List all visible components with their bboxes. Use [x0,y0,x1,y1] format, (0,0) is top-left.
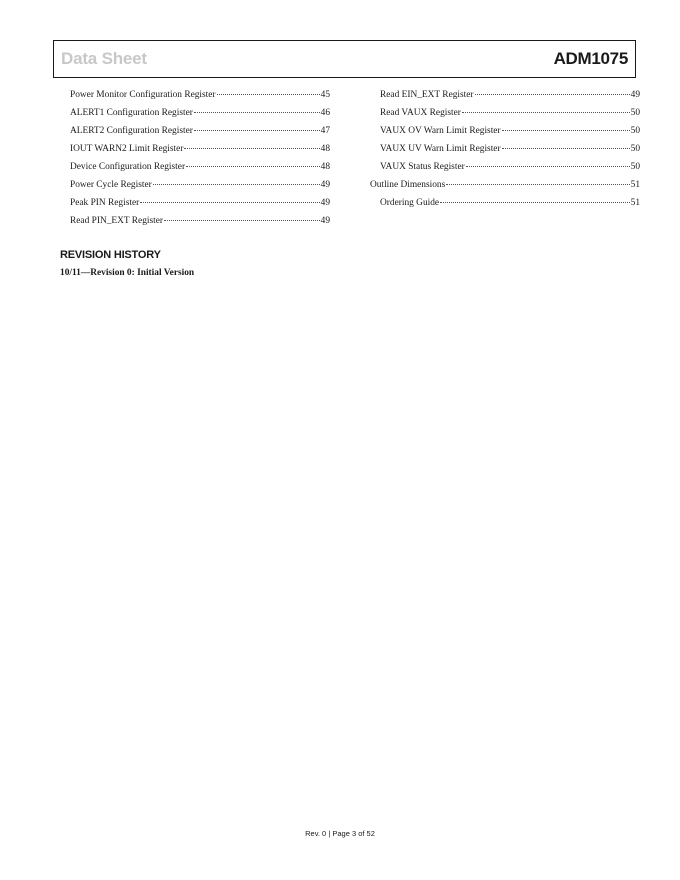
toc-entry-title: Peak PIN Register [70,198,140,208]
toc-right-column [370,86,640,212]
toc-entry-page: 49 [320,216,330,226]
toc-entry[interactable] [60,158,330,176]
toc-entry-title: VAUX UV Warn Limit Register [380,144,501,154]
toc-dot-leader [184,148,319,149]
toc-dot-leader [153,184,320,185]
toc-entry-page: 47 [320,126,330,136]
toc-entry[interactable] [60,104,330,122]
toc-entry[interactable] [370,176,640,194]
toc-entry[interactable] [60,212,330,230]
toc-entry[interactable] [370,194,640,212]
toc-entry[interactable] [370,158,640,176]
toc-dot-leader [475,94,630,95]
revision-history-heading: REVISION HISTORY [60,249,161,261]
toc-entry-title: Read EIN_EXT Register [380,90,474,100]
toc-entry[interactable] [370,104,640,122]
page-footer: Rev. 0 | Page 3 of 52 [305,829,375,838]
toc-dot-leader [140,202,319,203]
toc-dot-leader [194,130,320,131]
toc-entry-title: Ordering Guide [380,198,440,208]
toc-entry-page: 51 [630,198,640,208]
revision-history-entry: 10/11—Revision 0: Initial Version [60,268,195,278]
toc-entry-page: 49 [630,90,640,100]
toc-dot-leader [446,184,629,185]
toc-entry-page: 50 [630,126,640,136]
toc-entry-title: Power Monitor Configuration Register [70,90,216,100]
toc-entry-page: 49 [320,198,330,208]
toc-entry[interactable] [60,140,330,158]
toc-dot-leader [217,94,320,95]
toc-entry[interactable] [370,122,640,140]
toc-entry[interactable] [60,86,330,104]
toc-entry[interactable] [60,176,330,194]
toc-entry-title: Read VAUX Register [380,108,461,118]
toc-entry-title: Read PIN_EXT Register [70,216,164,226]
header-doc-type: Data Sheet [61,49,147,68]
toc-entry-title: IOUT WARN2 Limit Register [70,144,184,154]
toc-dot-leader [194,112,320,113]
toc-dot-leader [466,166,630,167]
toc-entry-title: VAUX Status Register [380,162,465,172]
toc-entry-page: 49 [320,180,330,190]
toc-entry-title: ALERT2 Configuration Register [70,126,193,136]
toc-entry[interactable] [370,86,640,104]
toc-dot-leader [502,130,630,131]
toc-left-column [60,86,330,230]
toc-entry-page: 50 [630,144,640,154]
page-header [53,40,636,78]
toc-entry[interactable] [370,140,640,158]
toc-entry-page: 51 [630,180,640,190]
header-part-number: ADM1075 [553,49,628,68]
toc-entry-page: 46 [320,108,330,118]
toc-entry[interactable] [60,194,330,212]
toc-entry-title: Device Configuration Register [70,162,186,172]
toc-dot-leader [186,166,320,167]
toc-dot-leader [502,148,630,149]
toc-entry-page: 48 [320,144,330,154]
toc-dot-leader [440,202,630,203]
toc-dot-leader [164,220,320,221]
toc-entry-title: Power Cycle Register [70,180,152,190]
toc-entry-title: VAUX OV Warn Limit Register [380,126,501,136]
toc-entry-page: 45 [320,90,330,100]
toc-entry-title: ALERT1 Configuration Register [70,108,193,118]
toc-entry-title: Outline Dimensions [370,180,446,190]
toc-entry[interactable] [60,122,330,140]
toc-entry-page: 48 [320,162,330,172]
toc-entry-page: 50 [630,108,640,118]
toc-dot-leader [462,112,630,113]
toc-entry-page: 50 [630,162,640,172]
